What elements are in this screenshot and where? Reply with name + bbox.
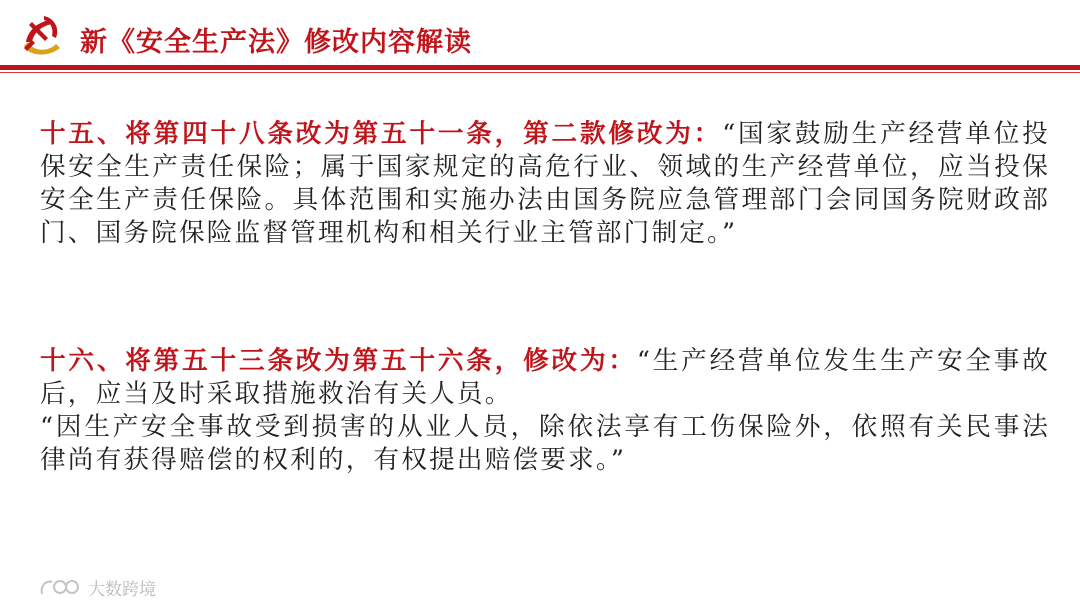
party-emblem-icon (18, 12, 66, 60)
section-body: “国家鼓励生产经营单位投保安全生产责任保险；属于国家规定的高危行业、领域的生产经营单位，应当投保安全生产责任保险。具体范围和实施办法由国务院应急管理部门会同国务院财政部门、国务院保险监督管理机构和相关行业主管部门制定。” (40, 119, 1050, 248)
section-heading: 十五、将第四十八条改为第五十一条，第二款修改为： (40, 119, 723, 149)
section-body: “生产经营单位发生生产安全事故后，应当及时采取措施救治有关人员。 (40, 346, 1050, 409)
section-heading: 十六、将第五十三条改为第五十六条，修改为： (40, 346, 637, 376)
slide-header (0, 0, 1080, 70)
header-divider-thin (0, 72, 1080, 73)
amendment-section-15 (40, 118, 1050, 250)
amendment-section-16 (40, 345, 1050, 477)
slide-title: 新《安全生产法》修改内容解读 (80, 27, 472, 58)
watermark (38, 576, 156, 598)
wechat-official-account-icon (38, 576, 82, 598)
watermark-text: 大数跨境 (88, 579, 156, 600)
section-body-paragraph-2: “因生产安全事故受到损害的从业人员，除依法享有工伤保险外，依照有关民事法律尚有获得赔偿的权利的，有权提出赔偿要求。” (40, 412, 1050, 475)
header-divider (0, 65, 1080, 70)
